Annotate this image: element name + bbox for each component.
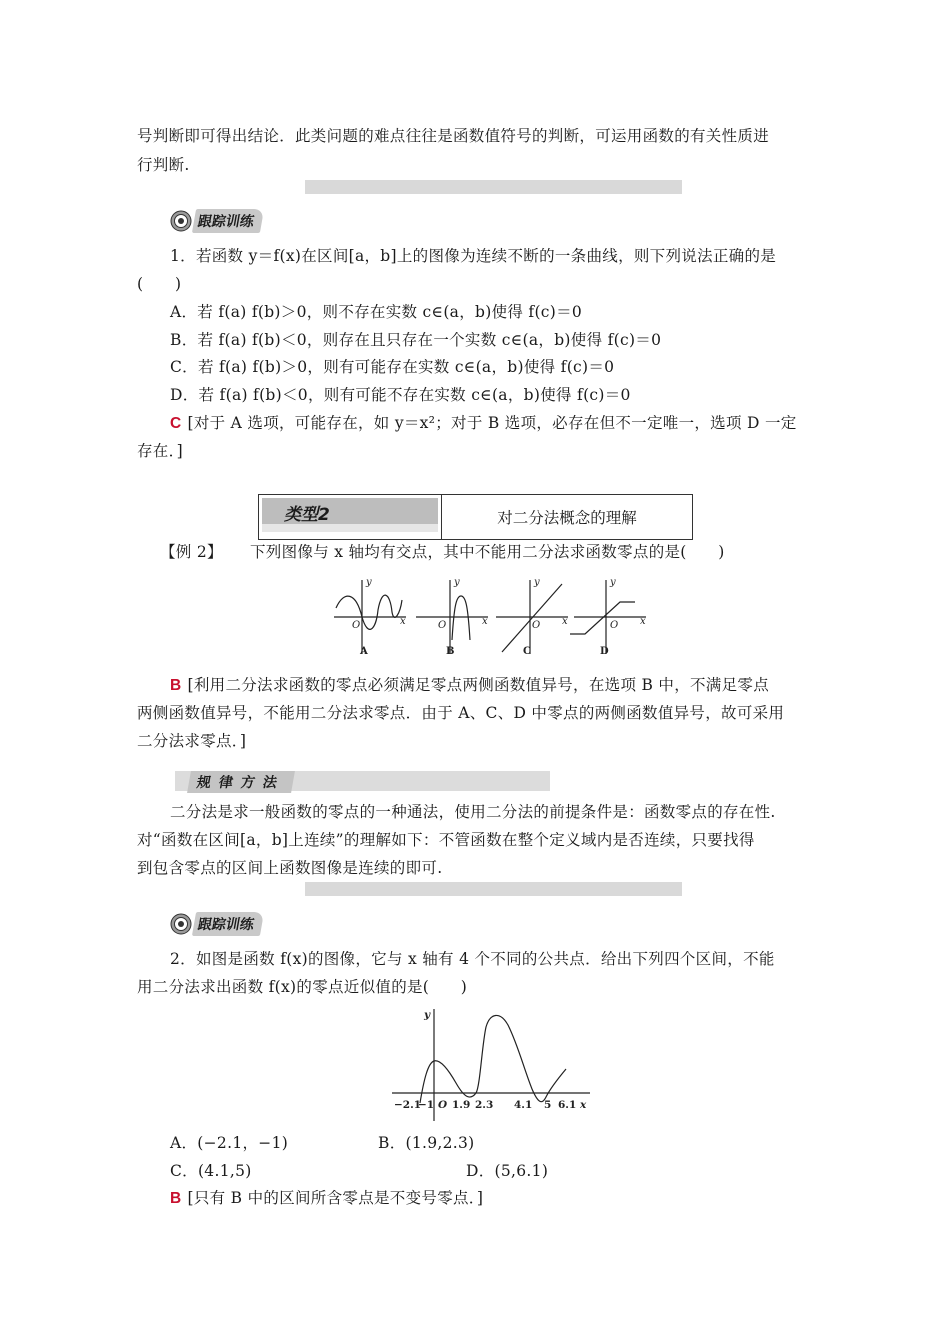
example-2-explanation-2: 两侧函数值异号，不能用二分法求零点．由于 A、C、D 中零点的两侧函数值异号，故可采用 (137, 704, 785, 722)
graph-a-y-label: y (366, 577, 372, 588)
q2-x-label: x (580, 1099, 587, 1111)
q2-option-a: A．(−2.1，−1) (170, 1134, 289, 1152)
training-heading (170, 210, 262, 232)
example-2-text: 下列图像与 x 轴均有交点，其中不能用二分法求函数零点的是( ) (250, 543, 725, 561)
example-2-explanation-1: B [利用二分法求函数的零点必须满足零点两侧函数值异号，在选项 B 中，不满足零点 (170, 676, 769, 694)
intro-line-2: 行判断. (137, 156, 190, 174)
target-icon (170, 210, 192, 232)
q2-tick-neg1: −1 (418, 1099, 435, 1111)
graph-d-y-label: y (610, 577, 616, 588)
graph-d-letter: D (600, 646, 609, 657)
training-label-2: 跟踪训练 (192, 912, 264, 936)
q2-stem-2: 用二分法求出函数 f(x)的零点近似值的是( ) (137, 978, 468, 996)
example-2-graphs (330, 572, 650, 662)
method-heading (175, 771, 550, 791)
divider-bar-2 (305, 882, 682, 896)
target-icon (170, 913, 192, 935)
q1-explanation-2: 存在．] (137, 442, 183, 460)
method-line-1: 二分法是求一般函数的零点的一种通法，使用二分法的前提条件是：函数零点的存在性. (170, 803, 776, 821)
q2-tick-5: 5 (544, 1099, 552, 1111)
q1-stem-2: ( ) (137, 275, 182, 293)
graph-c-letter: C (523, 646, 531, 657)
graph-a-origin: O (352, 620, 361, 631)
q2-tick-23: 2.3 (475, 1099, 494, 1111)
training-label: 跟踪训练 (192, 209, 264, 233)
q2-tick-61: 6.1 (558, 1099, 577, 1111)
intro-line-1: 号判断即可得出结论．此类问题的难点往往是函数值符号的判断，可运用函数的有关性质进 (137, 127, 770, 145)
example-2-label: 【例 2】 (160, 543, 223, 561)
q2-answer: B (170, 1190, 182, 1207)
method-line-2: 对“函数在区间[a，b]上连续”的理解如下：不管函数在整个定义域内是否连续，只要找得 (137, 831, 755, 849)
method-line-3: 到包含零点的区间上函数图像是连续的即可. (137, 859, 443, 877)
training-heading-2 (170, 913, 262, 935)
q2-y-label: y (424, 1009, 431, 1021)
graph-b-origin: O (438, 620, 447, 631)
divider-bar (305, 180, 682, 194)
graph-d-x-label: x (640, 616, 646, 627)
example-2-explanation-3: 二分法求零点．] (137, 732, 247, 750)
graph-d-origin: O (610, 620, 619, 631)
q1-explanation-1: C [对于 A 选项，可能存在，如 y＝x²；对于 B 选项，必存在但不一定唯一，选项 D 一定 (170, 414, 797, 432)
graph-b-y-label: y (454, 577, 460, 588)
graph-c-y-label: y (534, 577, 540, 588)
q2-tick-neg21: −2.1 (394, 1099, 422, 1111)
graph-a-x-label: x (400, 616, 406, 627)
q2-stem-1: 2．如图是函数 f(x)的图像，它与 x 轴有 4 个不同的公共点．给出下列四个区间，不能 (170, 950, 775, 968)
type-tag: 类型2 (284, 505, 330, 525)
q1-stem-1: 1．若函数 y＝f(x)在区间[a，b]上的图像为连续不断的一条曲线，则下列说法正确的是 (170, 247, 777, 265)
q2-explanation: B [只有 B 中的区间所含零点是不变号零点．] (170, 1189, 484, 1207)
q2-tick-41: 4.1 (514, 1099, 533, 1111)
q2-origin: O (438, 1099, 448, 1111)
q1-option-c: C．若 f(a) f(b)＞0，则有可能存在实数 c∈(a，b)使得 f(c)＝0 (170, 358, 615, 376)
example-2-answer: B (170, 677, 182, 694)
q1-option-b: B．若 f(a) f(b)＜0，则存在且只存在一个实数 c∈(a，b)使得 f(c)＝0 (170, 331, 662, 349)
type-tag-box (262, 498, 438, 532)
graph-a-letter: A (360, 646, 368, 657)
graph-b-letter: B (446, 646, 455, 657)
q2-option-b: B．(1.9,2.3) (378, 1134, 475, 1152)
q2-option-d: D．(5,6.1) (466, 1162, 549, 1180)
q1-answer: C (170, 415, 182, 432)
q2-tick-19: 1.9 (452, 1099, 471, 1111)
graph-b-x-label: x (482, 616, 488, 627)
q1-option-a: A．若 f(a) f(b)＞0，则不存在实数 c∈(a，b)使得 f(c)＝0 (170, 303, 583, 321)
type-box (258, 494, 693, 540)
q2-option-c: C．(4.1,5) (170, 1162, 252, 1180)
type-title: 对二分法概念的理解 (497, 509, 637, 527)
q2-function-graph (390, 1005, 595, 1125)
method-label: 规律方法 (187, 771, 295, 793)
graph-c-x-label: x (562, 616, 568, 627)
q1-option-d: D．若 f(a) f(b)＜0，则有可能不存在实数 c∈(a，b)使得 f(c)＝0 (170, 386, 631, 404)
graph-c-origin: O (532, 620, 541, 631)
